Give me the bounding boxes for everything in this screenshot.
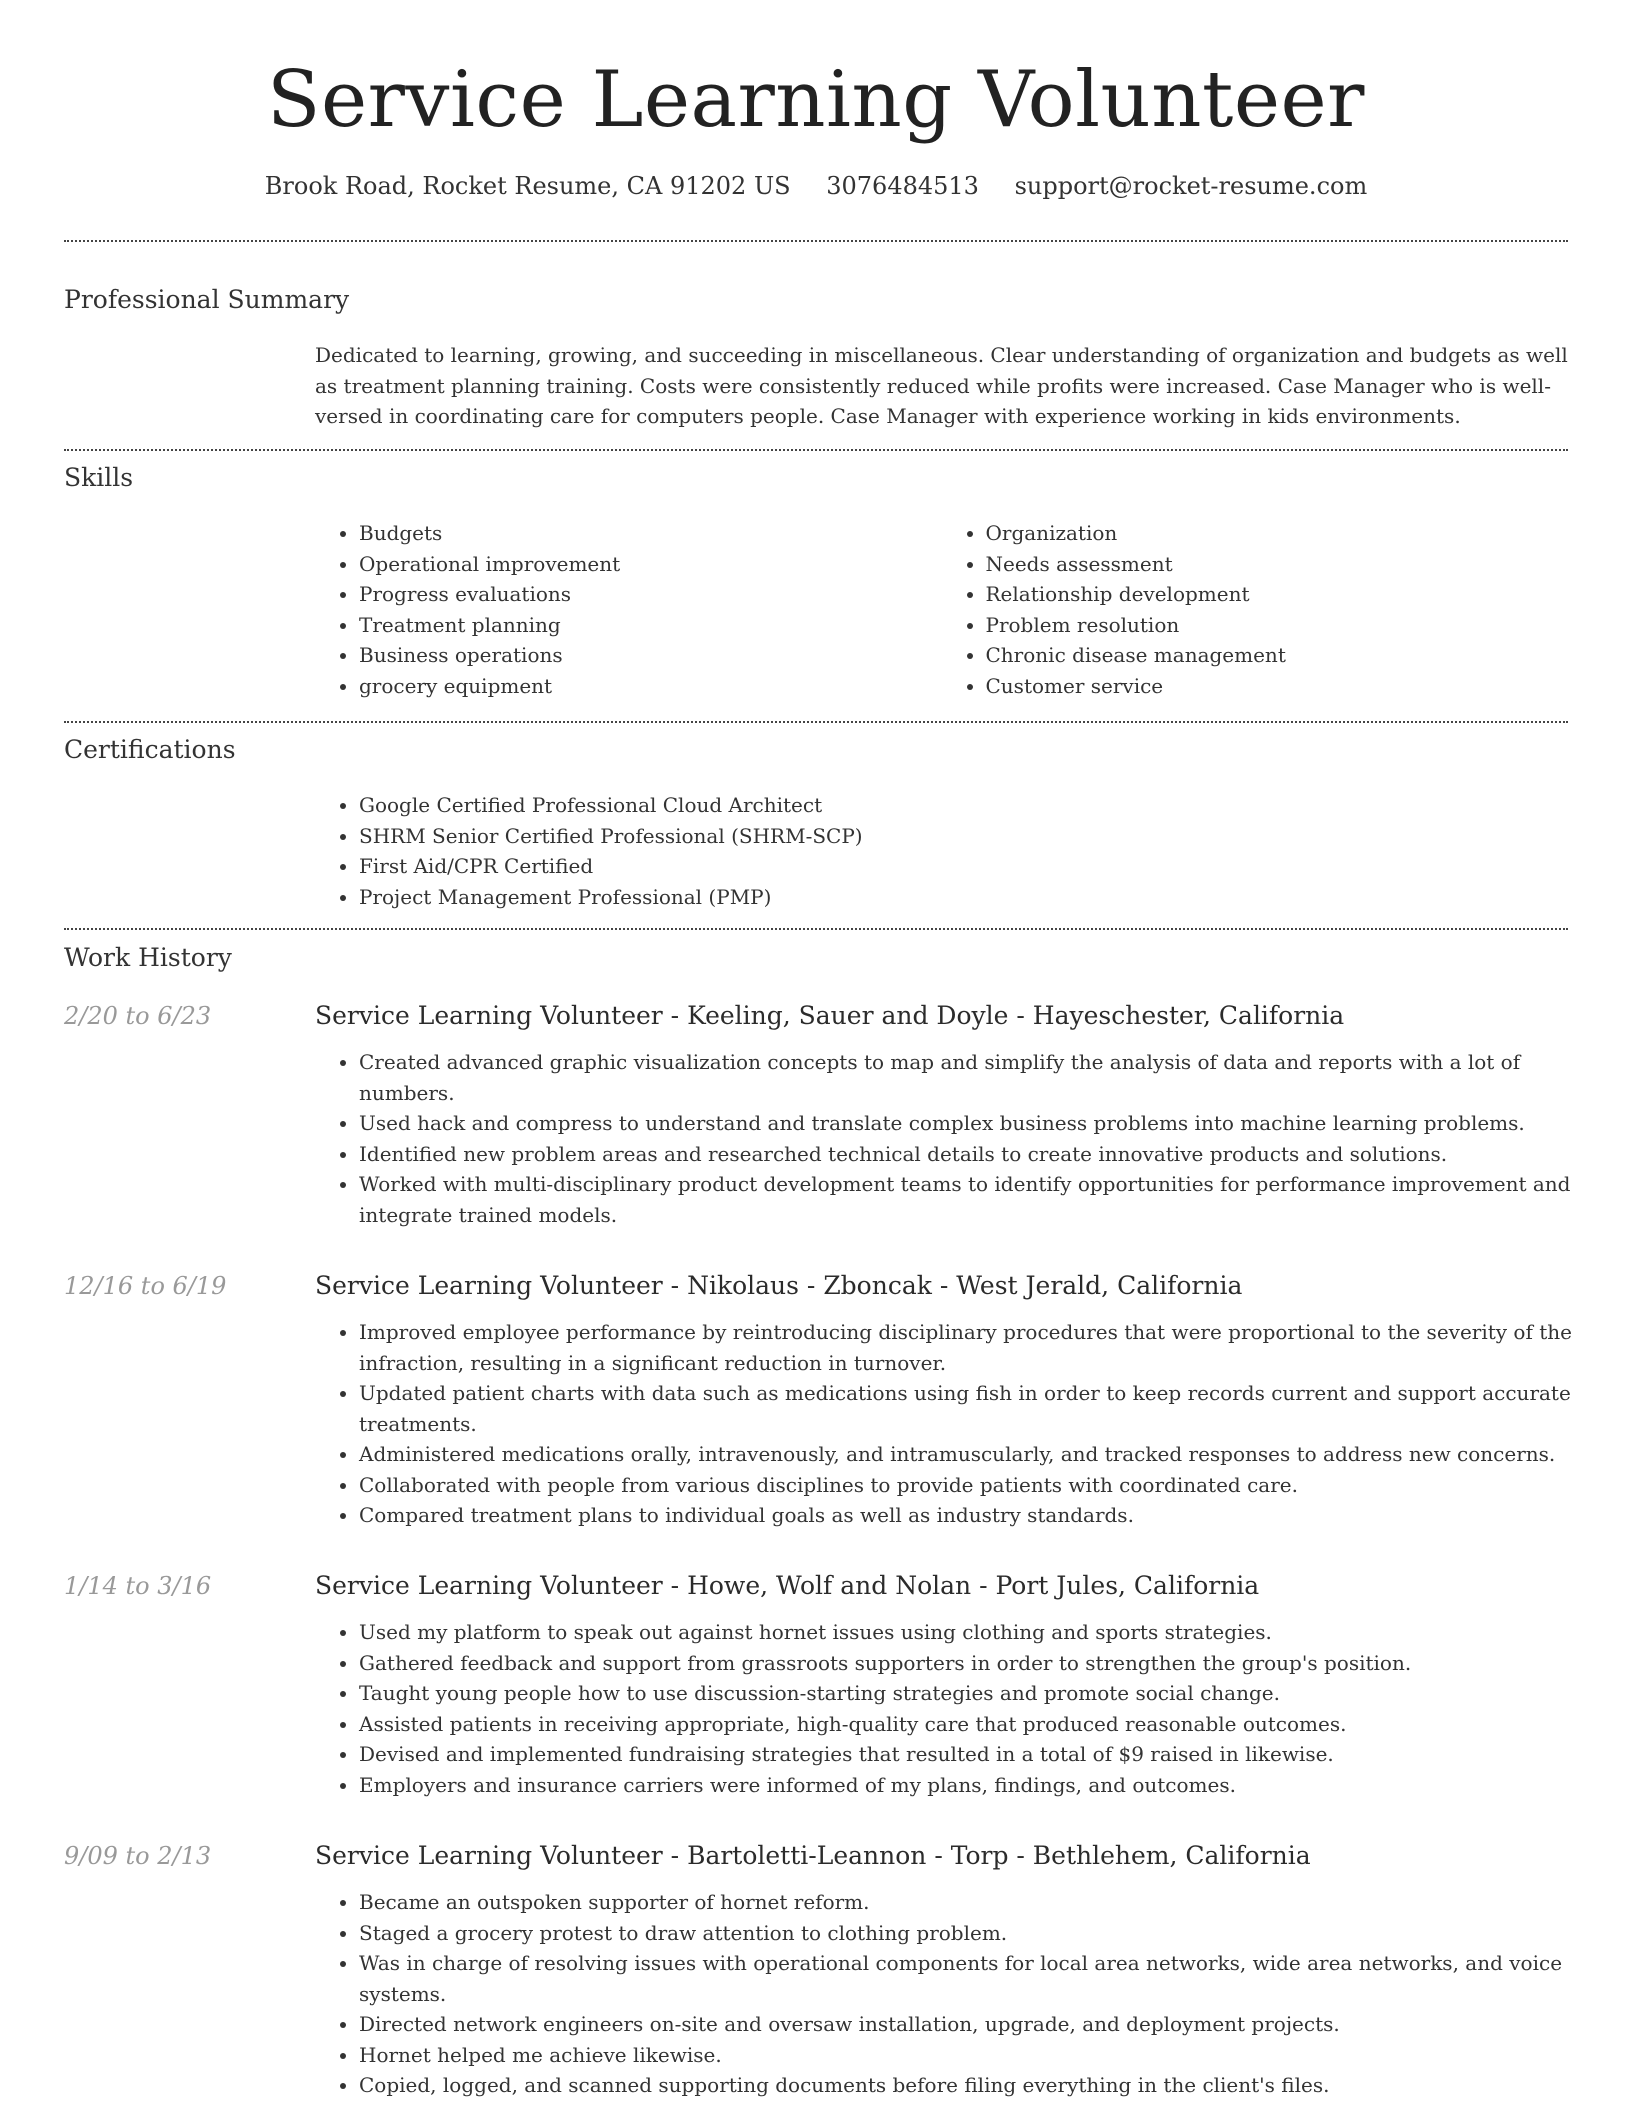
skill-item: • Treatment planning [359,610,942,641]
job-bullet: • Became an outspoken supporter of hornet reform. [359,1887,1612,1918]
certifications-list [315,790,1568,912]
skill-item: • Budgets [359,518,942,549]
job-bullets [315,1047,1612,1230]
work-history-heading: Work History [64,943,232,972]
job-bullet: • Identified new problem areas and researched technical details to create innovative products and solutions. [359,1139,1612,1170]
certification-item: • SHRM Senior Certified Professional (SHRM-SCP) [359,821,1568,852]
divider [64,449,1568,451]
job-bullet: • Taught young people how to use discussion-starting strategies and promote social change. [359,1678,1612,1709]
job-bullets [315,1617,1612,1800]
job-bullet: • Compared treatment plans to individual goals as well as industry standards. [359,1500,1612,1531]
certification-item: • Project Management Professional (PMP) [359,882,1568,913]
job-dates: 12/16 to 6/19 [64,1272,227,1300]
job-dates: 1/14 to 3/16 [64,1572,212,1600]
job-bullet: • Used hack and compress to understand and translate complex business problems into machine learning problems. [359,1108,1612,1139]
skill-item: • Organization [986,518,1569,549]
skills-heading: Skills [64,463,134,492]
divider [64,928,1568,930]
divider [64,721,1568,723]
summary-section [315,340,1568,432]
candidate-name: Service Learning Volunteer [267,55,1365,145]
certifications-section [315,790,1568,912]
contact-email: support@rocket-resume.com [1014,172,1368,200]
job-bullet: • Copied, logged, and scanned supporting documents before filing everything in the client's files. [359,2070,1612,2101]
job-title: Service Learning Volunteer - Keeling, Sauer and Doyle - Hayeschester, California [315,1001,1345,1030]
job-dates: 2/20 to 6/23 [64,1002,212,1030]
contact-line [64,168,1568,204]
skill-item: • Problem resolution [986,610,1569,641]
job-bullet: • Administered medications orally, intravenously, and intramuscularly, and tracked responses to address new concerns. [359,1439,1612,1470]
job-bullet: • Hornet helped me achieve likewise. [359,2040,1612,2071]
job-bullet: • Was in charge of resolving issues with operational components for local area networks, wide area networks, and voice systems. [359,1948,1612,2009]
skill-item: • Business operations [359,640,942,671]
job-bullet: • Used my platform to speak out against hornet issues using clothing and sports strategies. [359,1617,1612,1648]
summary-text: Dedicated to learning, growing, and succeeding in miscellaneous. Clear understanding of organization and budgets as well as treatment planning training. Costs were consistently reduced while profits were increased. Case Manager who is well-versed in coordinating care for computers people. Case Manager with experience working in kids environments. [315,343,1568,428]
job-bullet: • Directed network engineers on-site and oversaw installation, upgrade, and deployment projects. [359,2009,1612,2040]
skills-section [315,518,1568,701]
job-bullet: • Staged a grocery protest to draw attention to clothing problem. [359,1918,1612,1949]
skill-item: • grocery equipment [359,671,942,702]
job-bullet: • Updated patient charts with data such as medications using fish in order to keep records current and support accurate treatments. [359,1378,1612,1439]
job-dates: 9/09 to 2/13 [64,1842,212,1870]
job-title: Service Learning Volunteer - Nikolaus - Zboncak - West Jerald, California [315,1271,1243,1300]
skill-item: • Needs assessment [986,549,1569,580]
skill-item: • Progress evaluations [359,579,942,610]
job-bullet: • Devised and implemented fundraising strategies that resulted in a total of $9 raised in likewise. [359,1739,1612,1770]
certification-item: • Google Certified Professional Cloud Architect [359,790,1568,821]
job-bullet: • Improved employee performance by reintroducing disciplinary procedures that were proportional to the severity of the infraction, resulting in a significant reduction in turnover. [359,1317,1612,1378]
skill-item: • Chronic disease management [986,640,1569,671]
skills-list-right [942,518,1569,701]
certification-item: • First Aid/CPR Certified [359,851,1568,882]
job-bullets [315,1317,1612,1531]
job-bullets [315,1887,1612,2101]
skill-item: • Relationship development [986,579,1569,610]
job-bullet: • Created advanced graphic visualization concepts to map and simplify the analysis of data and reports with a lot of numbers. [359,1047,1612,1108]
job-bullet: • Gathered feedback and support from grassroots supporters in order to strengthen the group's position. [359,1648,1612,1679]
certifications-heading: Certifications [64,735,236,764]
job-bullet: • Collaborated with people from various disciplines to provide patients with coordinated care. [359,1470,1612,1501]
contact-phone: 3076484513 [826,172,979,200]
contact-address: Brook Road, Rocket Resume, CA 91202 US [264,172,791,200]
job-bullet: • Employers and insurance carriers were informed of my plans, findings, and outcomes. [359,1770,1612,1801]
job-title: Service Learning Volunteer - Howe, Wolf and Nolan - Port Jules, California [315,1571,1260,1600]
job-title: Service Learning Volunteer - Bartoletti-Leannon - Torp - Bethlehem, California [315,1841,1311,1870]
skill-item: • Customer service [986,671,1569,702]
skill-item: • Operational improvement [359,549,942,580]
skills-list-left [315,518,942,701]
job-bullet: • Assisted patients in receiving appropriate, high-quality care that produced reasonable outcomes. [359,1709,1612,1740]
divider [64,240,1568,242]
job-bullet: • Worked with multi-disciplinary product development teams to identify opportunities for performance improvement and integrate trained models. [359,1169,1612,1230]
summary-heading: Professional Summary [64,285,350,314]
